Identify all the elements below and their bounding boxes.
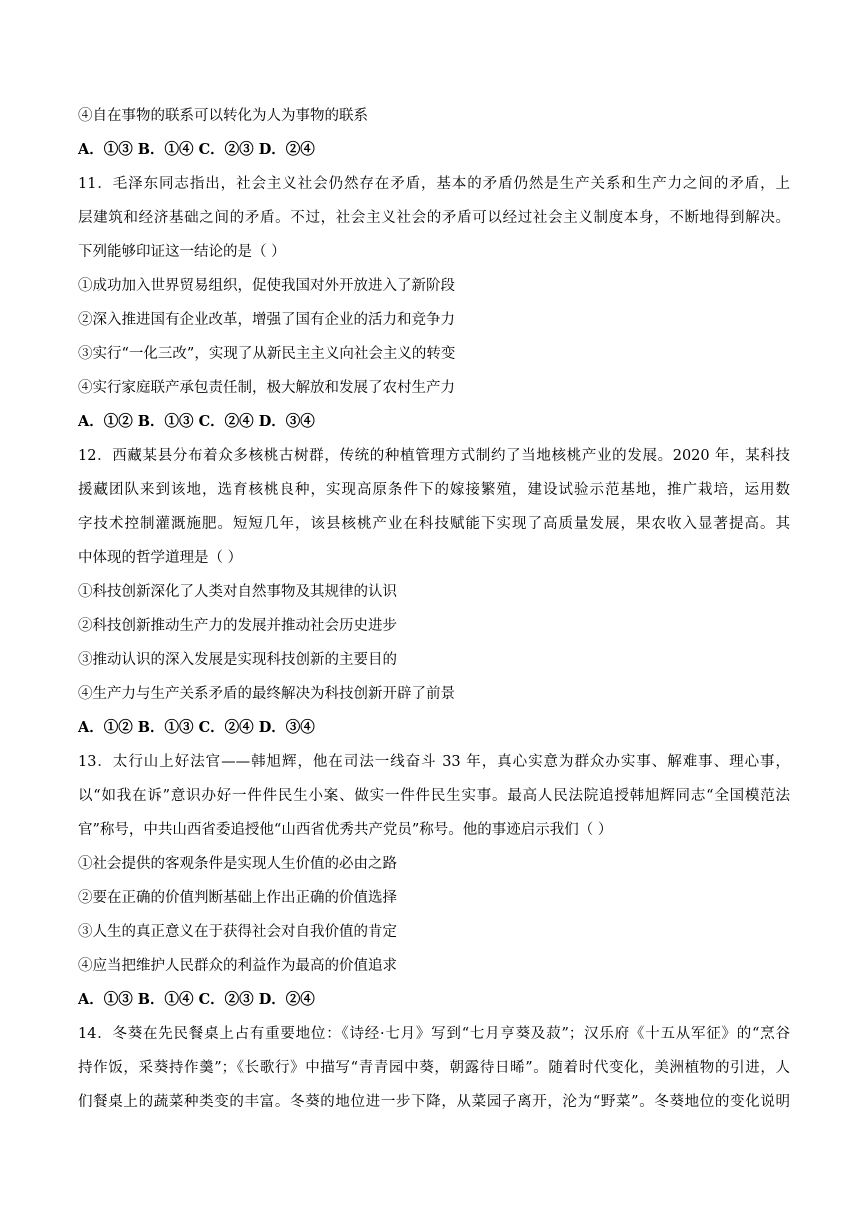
text-line: 下列能够印证这一结论的是（ ） [78,244,286,260]
text-line: ③推动认识的深入发展是实现科技创新的主要目的 [78,652,397,668]
text-line: 援藏团队来到该地，选育核桃良种，实现高原条件下的嫁接繁殖，建设试验示范基地，推广栽培，运用数 [78,482,790,498]
text-line: ④生产力与生产关系矛盾的最终解决为科技创新开辟了前景 [78,686,455,702]
text-line: ③实行“一化三改”，实现了从新民主主义向社会主义的转变 [78,346,456,362]
answer-options: A．①③ B．①④ C．②③ D．②④ [78,141,315,158]
text-line: 中体现的哲学道理是（ ） [78,550,243,566]
question-content [78,106,790,1126]
question-block-q13 [78,752,790,1010]
text-line: 字技术控制灌溉施肥。短短几年，该县核桃产业在科技赋能下实现了高质量发展，果农收入显著提高。其 [78,516,790,532]
text-line: 以“如我在诉”意识办好一件件民生小案、做实一件件民生实事。最高人民法院追授韩旭辉同志“全国模范法 [78,788,791,804]
text-line: ②科技创新推动生产力的发展并推动社会历史进步 [78,618,397,634]
text-line: ③人生的真正意义在于获得社会对自我价值的肯定 [78,924,397,940]
text-line: 们餐桌上的蔬菜种类变的丰富。冬葵的地位进一步下降，从菜园子离开，沦为“野菜”。冬葵地位的变化说明 [78,1094,790,1110]
text-line: ①科技创新深化了人类对自然事物及其规律的认识 [78,584,397,600]
answer-options: A．①② B．①③ C．②④ D．③④ [78,719,315,736]
answer-options: A．①② B．①③ C．②④ D．③④ [78,413,315,430]
text-line: ②深入推进国有企业改革，增强了国有企业的活力和竞争力 [78,312,455,328]
text-line: ④应当把维护人民群众的利益作为最高的价值追求 [78,958,397,974]
text-line: 持作饭，采葵持作羹”；《长歌行》中描写“青青园中葵，朝露待日晞”。随着时代变化，美洲植物的引进，人 [78,1060,790,1076]
text-line: 层建筑和经济基础之间的矛盾。不过，社会主义社会的矛盾可以经过社会主义制度本身，不断地得到解决。 [78,210,790,226]
question-block-q10-tail [78,106,790,160]
text-line: ④实行家庭联产承包责任制，极大解放和发展了农村生产力 [78,380,455,396]
answer-options: A．①③ B．①④ C．②③ D．②④ [78,991,315,1008]
question-block-q12 [78,446,790,738]
text-line: ④自在事物的联系可以转化为人为事物的联系 [78,108,368,124]
text-line: 13．太行山上好法官——韩旭辉，他在司法一线奋斗 33 年，真心实意为群众办实事、解难事、理心事， [78,754,790,770]
text-line: 官”称号，中共山西省委追授他“山西省优秀共产党员”称号。他的事迹启示我们（ ） [78,822,613,838]
question-block-q14 [78,1024,790,1112]
text-line: ①成功加入世界贸易组织，促使我国对外开放进入了新阶段 [78,278,455,294]
text-line: 11．毛泽东同志指出，社会主义社会仍然存在矛盾，基本的矛盾仍然是生产关系和生产力之间的矛盾，上 [78,176,790,192]
text-line: ①社会提供的客观条件是实现人生价值的必由之路 [78,856,397,872]
text-line: 12．西藏某县分布着众多核桃古树群，传统的种植管理方式制约了当地核桃产业的发展。2020 年，某科技 [78,448,790,464]
text-line: 14．冬葵在先民餐桌上占有重要地位：《诗经·七月》写到“七月亨葵及菽”；汉乐府《十五从军征》的“烹谷 [78,1026,790,1042]
question-block-q11 [78,174,790,432]
text-line: ②要在正确的价值判断基础上作出正确的价值选择 [78,890,397,906]
